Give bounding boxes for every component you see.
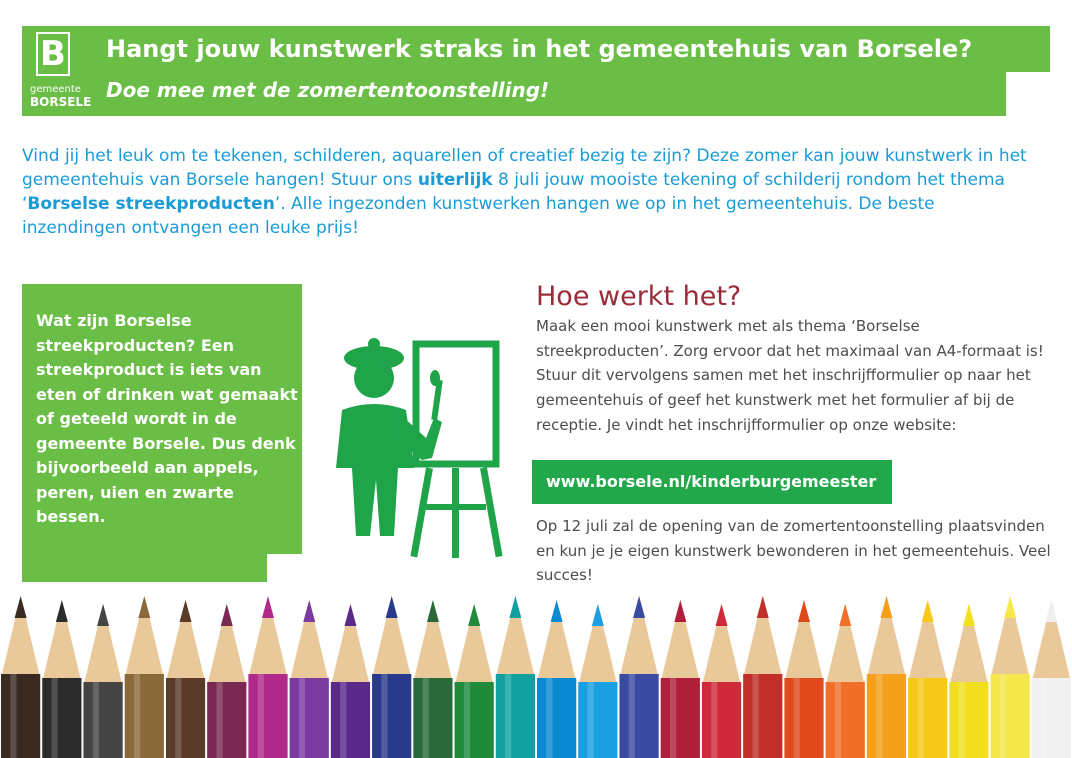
info-box-text: Wat zijn Borselse streekproducten? Een streekproduct is iets van eten of drinken wat gemaakt of geteeld wordt in de gemeente Borsele. Dus denk bijvoorbeeld aan appels, peren, uien en zwarte bessen. <box>36 311 298 526</box>
pencil <box>991 596 1030 758</box>
pencil <box>949 604 988 758</box>
pencil <box>83 604 122 758</box>
borsele-logo <box>30 32 92 114</box>
intro-text-2: 8 juli jouw mooiste tekening of schilderij rondom het thema ‘ <box>22 170 1005 214</box>
intro-paragraph <box>22 144 1042 240</box>
pencil <box>537 600 576 758</box>
pencil <box>125 596 164 758</box>
pencil <box>867 596 906 758</box>
logo-small-text: gemeente <box>30 84 81 95</box>
pencil <box>331 604 370 758</box>
intro-text-3: ’. Alle ingezonden kunstwerken hangen we op in het gemeentehuis. De beste inzendingen ontvangen een leuke prijs! <box>22 194 935 238</box>
pencil <box>1 596 40 758</box>
pencil <box>578 604 617 758</box>
how-text: Maak een mooi kunstwerk met als thema ‘Borselse streekproducten’. Zorg ervoor dat het maximaal van A4-formaat is! Stuur dit vervolgens samen met het inschrijfformulier op naar het gemeentehuis of geef het kunstwerk met het formulier af bij de receptie. Je vindt het inschrijfformulier op onze website: <box>536 317 1044 434</box>
pencil <box>619 596 658 758</box>
intro-bold-theme: Borselse streekproducten <box>27 194 275 214</box>
intro-text-1: Vind jij het leuk om te tekenen, schilderen, aquarellen of creatief bezig te zijn? Deze zomer kan jouw kunstwerk in het gemeentehuis van Borsele hangen! Stuur ons <box>22 146 1027 190</box>
logo-letter: B <box>40 34 66 74</box>
info-box-extension <box>22 554 267 582</box>
colored-pencils-image <box>0 588 1072 758</box>
page-title: Hangt jouw kunstwerk straks in het gemeentehuis van Borsele? <box>106 35 973 63</box>
website-link-button[interactable]: www.borsele.nl/kinderburgemeester <box>532 460 892 504</box>
page-subtitle: Doe mee met de zomertentoonstelling! <box>106 78 550 102</box>
pencil <box>455 604 494 758</box>
pencil <box>1032 600 1071 758</box>
pencil <box>290 600 329 758</box>
pencil <box>661 600 700 758</box>
header-banner <box>22 26 1050 116</box>
pencil <box>496 596 535 758</box>
pencil <box>248 596 287 758</box>
pencil <box>826 604 865 758</box>
how-text-closing: Op 12 juli zal de opening van de zomertentoonstelling plaatsvinden en kun je je eigen kunstwerk bewonderen in het gemeentehuis. Veel succes! <box>536 517 1051 585</box>
pencil <box>702 604 741 758</box>
pencil <box>42 600 81 758</box>
pencil <box>743 596 782 758</box>
pencil <box>784 600 823 758</box>
pencil <box>166 600 205 758</box>
painter-at-easel-icon <box>322 318 508 558</box>
intro-bold-deadline: uiterlijk <box>417 170 493 190</box>
pencil <box>413 600 452 758</box>
pencil <box>908 600 947 758</box>
logo-big-text: BORSELE <box>30 95 92 109</box>
pencil <box>207 604 246 758</box>
how-title: Hoe werkt het? <box>536 281 742 312</box>
pencil <box>372 596 411 758</box>
